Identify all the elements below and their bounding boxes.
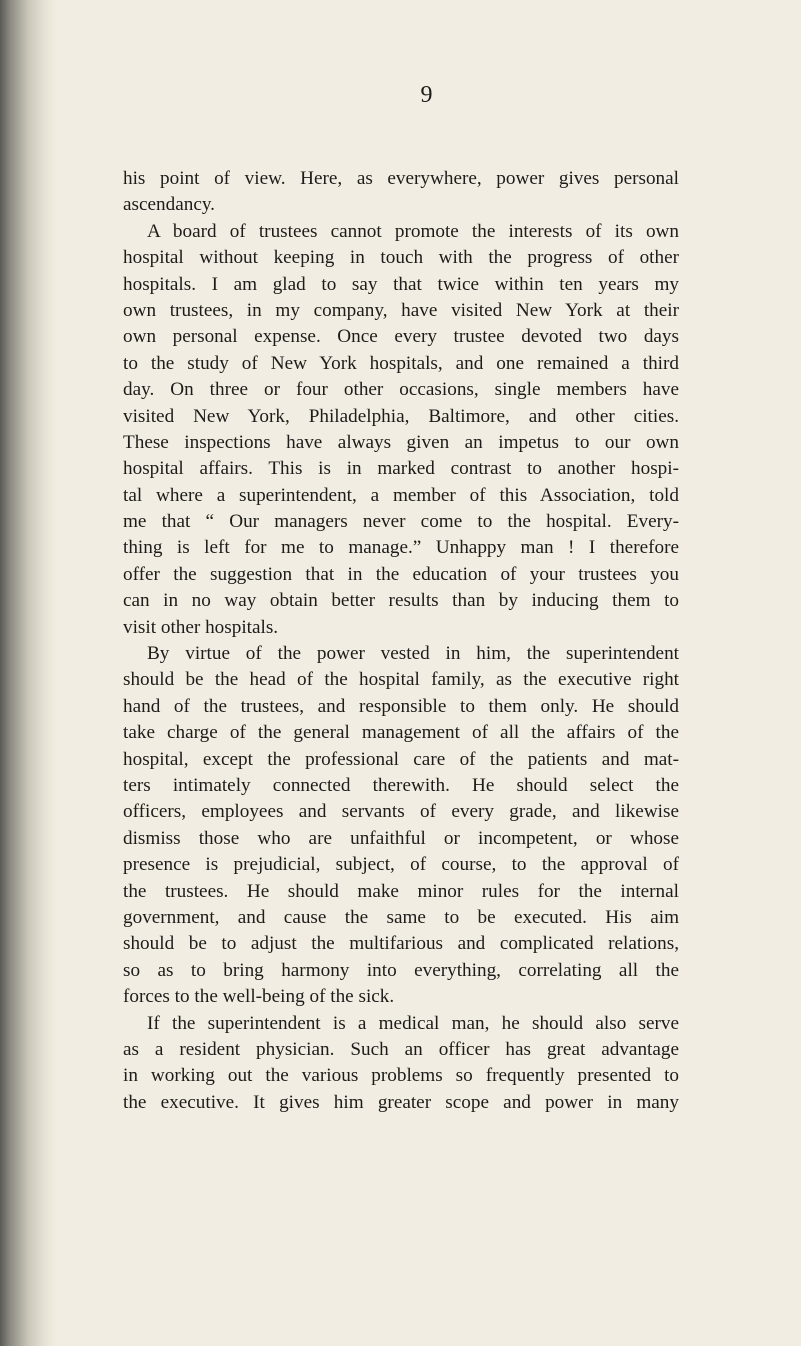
- body-text: [123, 166, 679, 1116]
- text-line: hospital affairs. This is in marked contrast to another hospi-: [123, 458, 679, 480]
- paragraph-first-line: A board of trustees cannot promote the interests of its own: [147, 220, 679, 242]
- text-line: hospitals. I am glad to say that twice within ten years my: [123, 273, 679, 295]
- text-line: visit other hospitals.: [123, 616, 279, 638]
- text-line: as a resident physician. Such an officer has great advantage: [123, 1038, 679, 1060]
- text-line: the executive. It gives him greater scope and power in many: [123, 1091, 679, 1113]
- paragraph-first-line: If the superintendent is a medical man, he should also serve: [147, 1012, 679, 1034]
- text-line: own trustees, in my company, have visited New York at their: [123, 299, 679, 321]
- text-line: These inspections have always given an impetus to our own: [123, 431, 679, 453]
- text-line: government, and cause the same to be executed. His aim: [123, 906, 679, 928]
- text-line: forces to the well-being of the sick.: [123, 986, 395, 1008]
- text-line: the trustees. He should make minor rules for the internal: [123, 880, 679, 902]
- text-line: should be the head of the hospital family, as the executive right: [123, 669, 679, 691]
- text-line: his point of view. Here, as everywhere, power gives personal: [123, 168, 679, 189]
- page-number: 9: [420, 82, 433, 108]
- text-line: can in no way obtain better results than by inducing them to: [123, 590, 679, 612]
- text-line: day. On three or four other occasions, single members have: [123, 379, 679, 401]
- paragraph-first-line: By virtue of the power vested in him, the superintendent: [147, 643, 679, 665]
- text-line: hand of the trustees, and responsible to them only. He should: [123, 695, 679, 717]
- text-line: me that “ Our managers never come to the hospital. Every-: [123, 511, 679, 533]
- text-line: dismiss those who are unfaithful or incompetent, or whose: [123, 827, 679, 849]
- text-line: take charge of the general management of all the affairs of the: [123, 722, 679, 744]
- text-line: hospital without keeping in touch with the progress of other: [123, 247, 679, 269]
- text-line: ascendancy.: [123, 194, 215, 216]
- text-line: hospital, except the professional care of the patients and mat-: [123, 748, 679, 770]
- text-line: should be to adjust the multifarious and complicated relations,: [123, 933, 679, 955]
- text-line: own personal expense. Once every trustee devoted two days: [123, 326, 679, 348]
- text-line: so as to bring harmony into everything, correlating all the: [123, 959, 679, 981]
- text-line: offer the suggestion that in the education of your trustees you: [123, 563, 679, 585]
- text-line: ters intimately connected therewith. He should select the: [123, 774, 679, 796]
- text-line: tal where a superintendent, a member of this Association, told: [123, 484, 679, 506]
- text-line: thing is left for me to manage.” Unhappy man ! I therefore: [123, 537, 679, 559]
- book-spine-shadow: [0, 0, 56, 1346]
- text-line: officers, employees and servants of every grade, and likewise: [123, 801, 679, 823]
- text-line: presence is prejudicial, subject, of course, to the approval of: [123, 854, 679, 876]
- text-line: in working out the various problems so frequently presented to: [123, 1065, 679, 1087]
- text-line: to the study of New York hospitals, and one remained a third: [123, 352, 679, 374]
- text-line: visited New York, Philadelphia, Baltimore, and other cities.: [123, 405, 679, 427]
